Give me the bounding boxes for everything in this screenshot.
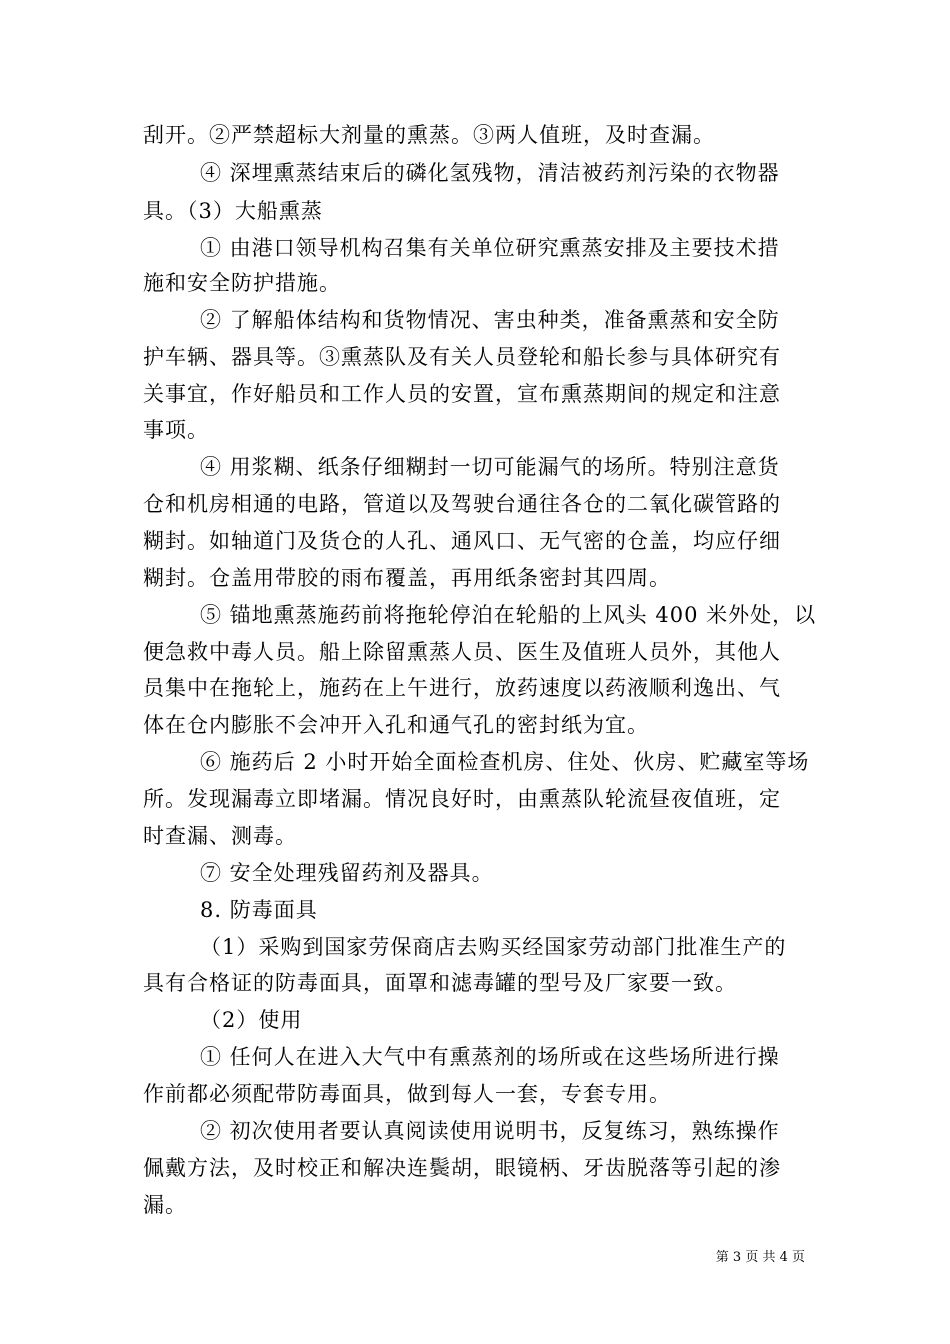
text-line: （1）采购到国家劳保商店去购买经国家劳动部门批准生产的 [200, 935, 787, 959]
text-line: 便急救中毒人员。船上除留熏蒸人员、医生及值班人员外，其他人 [143, 640, 781, 664]
text-line: ④ 用浆糊、纸条仔细糊封一切可能漏气的场所。特别注意货 [200, 455, 780, 479]
page-number: 第 3 页 共 4 页 [715, 1250, 805, 1265]
text-line: 糊封。如轴道门及货仓的人孔、通风口、无气密的仓盖，均应仔细 [143, 529, 781, 553]
text-line: 作前都必须配带防毒面具，做到每人一套，专套专用。 [143, 1082, 671, 1106]
text-line: （2）使用 [200, 1008, 303, 1032]
text-line: 刮开。②严禁超标大剂量的熏蒸。③两人值班，及时查漏。 [143, 123, 715, 147]
section-heading: 8. 防毒面具 [200, 898, 318, 922]
text-line: ① 由港口领导机构召集有关单位研究熏蒸安排及主要技术措 [200, 236, 780, 260]
text-line: 时查漏、测毒。 [143, 824, 297, 848]
text-line: 仓和机房相通的电路，管道以及驾驶台通往各仓的二氧化碳管路的 [143, 492, 781, 516]
text-line: ④ 深埋熏蒸结束后的磷化氢残物，清洁被药剂污染的衣物器 [200, 161, 780, 185]
text-line: 漏。 [143, 1193, 187, 1217]
text-line: 关事宜，作好船员和工作人员的安置，宣布熏蒸期间的规定和注意 [143, 382, 781, 406]
text-line: 事项。 [143, 418, 209, 442]
text-line: 具有合格证的防毒面具，面罩和滤毒罐的型号及厂家要一致。 [143, 971, 737, 995]
text-line: 员集中在拖轮上，施药在上午进行，放药速度以药液顺利逸出、气 [143, 676, 781, 700]
text-line: ② 了解船体结构和货物情况、害虫种类，准备熏蒸和安全防 [200, 308, 780, 332]
text-line: ⑦ 安全处理残留药剂及器具。 [200, 861, 494, 885]
text-line: 所。发现漏毒立即堵漏。情况良好时，由熏蒸队轮流昼夜值班，定 [143, 787, 781, 811]
text-line: 具。（3）大船熏蒸 [143, 199, 323, 223]
text-line: ① 任何人在进入大气中有熏蒸剂的场所或在这些场所进行操 [200, 1045, 780, 1069]
text-line: 施和安全防护措施。 [143, 271, 341, 295]
text-line: 体在仓内膨胀不会冲开入孔和通气孔的密封纸为宜。 [143, 713, 649, 737]
text-line: ⑥ 施药后 2 小时开始全面检查机房、住处、伙房、贮藏室等场 [200, 750, 810, 774]
text-line: 糊封。仓盖用带胶的雨布覆盖，再用纸条密封其四周。 [143, 566, 671, 590]
text-line: ⑤ 锚地熏蒸施药前将拖轮停泊在轮船的上风头 400 米外处，以 [200, 603, 817, 627]
text-line: 护车辆、器具等。③熏蒸队及有关人员登轮和船长参与具体研究有 [143, 345, 781, 369]
text-line: ② 初次使用者要认真阅读使用说明书，反复练习，熟练操作 [200, 1119, 780, 1143]
text-line: 佩戴方法，及时校正和解决连鬓胡，眼镜柄、牙齿脱落等引起的渗 [143, 1156, 781, 1180]
